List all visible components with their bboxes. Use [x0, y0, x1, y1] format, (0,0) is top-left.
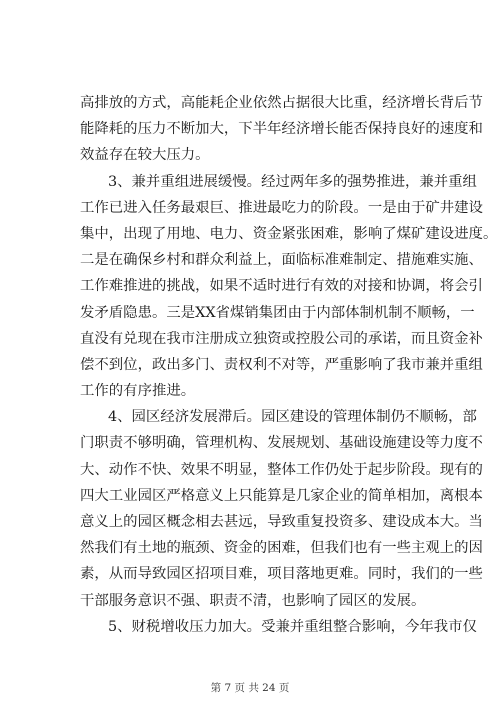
paragraph — [80, 404, 483, 614]
text-line: 工作已进入任务最艰巨、推进最吃力的阶段。一是由于矿井建设 — [80, 199, 483, 216]
text-line: 大、动作不快、效果不明显，整体工作仍处于起步阶段。现有的 — [80, 461, 483, 478]
text-line: 干部服务意识不强、职责不清，也影响了园区的发展。 — [80, 592, 426, 609]
text-line: 直没有兑现在我市注册成立独资或控股公司的承诺，而且资金补 — [80, 330, 483, 347]
text-line: 素，从而导致园区招项目难，项目落地更难。同时，我们的一些 — [80, 566, 483, 583]
text-line: 二是在确保乡村和群众利益上，面临标准难制定、措施难实施、 — [80, 252, 483, 269]
paragraph — [80, 614, 477, 640]
text-line: 然我们有土地的瓶颈、资金的困难，但我们也有一些主观上的因 — [80, 540, 483, 557]
page-footer: 第 7 页 共 24 页 — [210, 682, 290, 694]
text-line: 工作难推进的挑战，如果不适时进行有效的对接和协调，将会引 — [80, 278, 483, 295]
paragraph — [80, 169, 498, 405]
text-line: 4、园区经济发展滞后。园区建设的管理体制仍不顺畅，部 — [108, 409, 477, 426]
text-line: 门职责不够明确，管理机构、发展规划、基础设施建设等力度不 — [80, 435, 483, 452]
text-line: 四大工业园区严格意义上只能算是几家企业的简单相加，离根本 — [80, 487, 483, 504]
document-body — [80, 90, 498, 640]
text-line: 偿不到位，政出多门、责权利不对等，严重影响了我市兼并重组 — [80, 356, 483, 373]
text-line: 能降耗的压力不断加大，下半年经济增长能否保持良好的速度和 — [80, 121, 483, 138]
text-line: 3、兼并重组进展缓慢。经过两年多的强势推进，兼并重组 — [108, 173, 477, 190]
text-line: 意义上的园区概念相去甚远，导致重复投资多、建设成本大。当 — [80, 514, 483, 530]
text-line: 高排放的方式，高能耗企业依然占据很大比重，经济增长背后节 — [80, 95, 483, 111]
text-line: 发矛盾隐患。三是XX省煤销集团由于内部体制机制不顺畅，一 — [80, 304, 475, 321]
text-line: 集中，出现了用地、电力、资金紧张困难，影响了煤矿建设进度。 — [80, 225, 498, 242]
text-line: 5、财税增收压力加大。受兼并重组整合影响，今年我市仅 — [108, 618, 477, 635]
text-line: 效益存在较大压力。 — [80, 147, 210, 164]
paragraph — [80, 90, 483, 169]
text-line: 工作的有序推进。 — [80, 383, 196, 400]
